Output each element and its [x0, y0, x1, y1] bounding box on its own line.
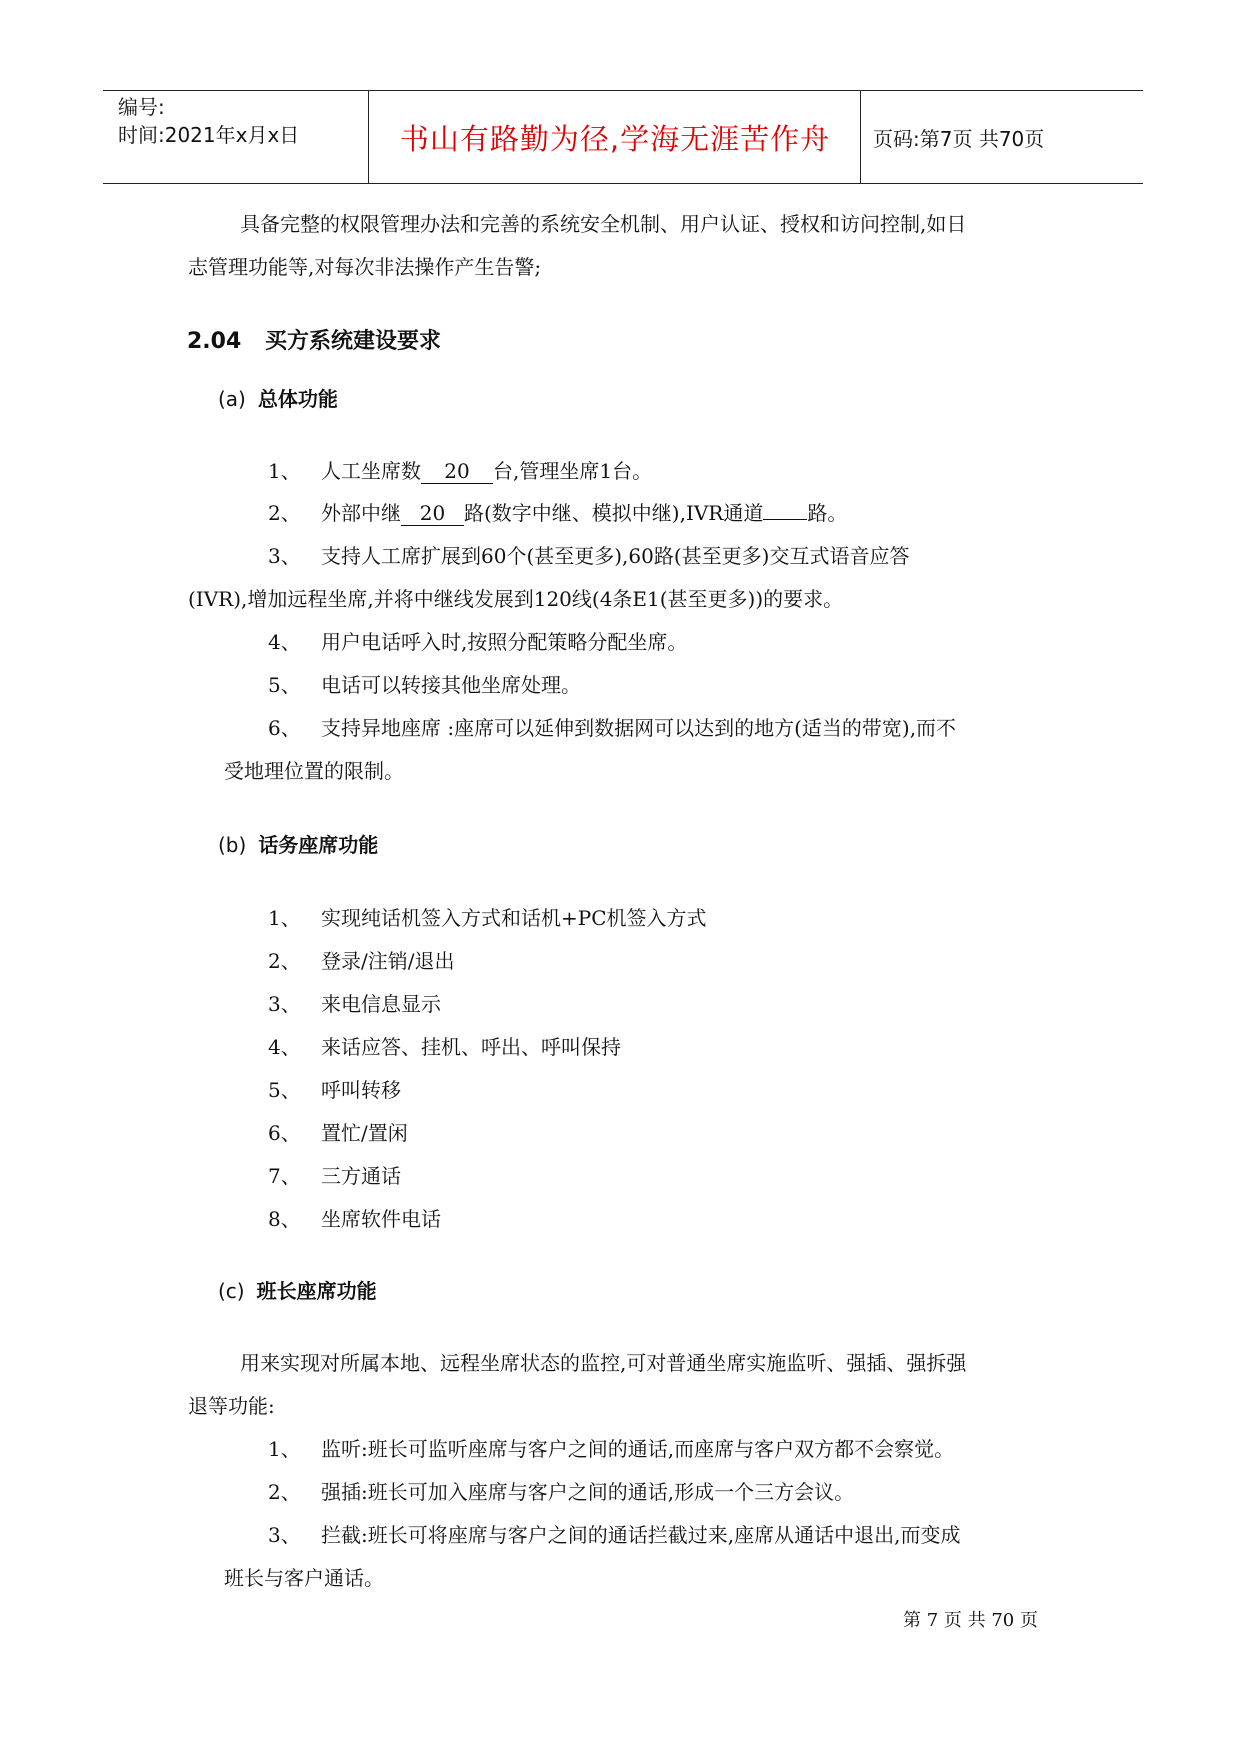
subsection-b-title: 话务座席功能 — [258, 833, 379, 857]
list-item-text: 来话应答、挂机、呼出、呼叫保持 — [321, 1035, 621, 1059]
list-item-text: 登录/注销/退出 — [321, 949, 455, 973]
list-item — [268, 1162, 401, 1190]
list-item-continuation: 受地理位置的限制。 — [224, 759, 404, 783]
list-item — [268, 1076, 401, 1104]
list-item-text: 置忙/置闲 — [321, 1121, 408, 1145]
subsection-c-label: (c) — [218, 1279, 245, 1303]
list-item-text: 支持异地座席 :座席可以延伸到数据网可以达到的地方(适当的带宽),而不 — [321, 716, 957, 740]
subsection-a-label: (a) — [218, 387, 246, 411]
section-title: 买方系统建设要求 — [265, 329, 442, 354]
list-item-text: 三方通话 — [321, 1164, 401, 1188]
page-footer: 第 7 页 共 70 页 — [903, 1610, 1038, 1631]
list-item-number: 6、 — [268, 1121, 301, 1145]
list-item-text: 路。 — [807, 501, 848, 525]
header-time-label: 时间:2021年x月x日 — [118, 123, 300, 147]
list-item — [268, 671, 581, 699]
subsection-b-label: (b) — [218, 833, 247, 857]
list-item-text: 支持人工席扩展到60个(甚至更多),60路(甚至更多)交互式语音应答 — [321, 544, 910, 568]
list-item-text: 呼叫转移 — [321, 1078, 401, 1102]
list-item-number: 4、 — [268, 1035, 301, 1059]
list-item — [268, 457, 652, 485]
header-number-label: 编号: — [118, 95, 165, 119]
list-item-number: 2、 — [268, 501, 301, 525]
list-item-number: 3、 — [268, 992, 301, 1016]
list-item-text: 用户电话呼入时,按照分配策略分配坐席。 — [321, 630, 688, 654]
list-item-text: 路(数字中继、模拟中继),IVR通道 — [464, 501, 764, 525]
list-item-continuation: (IVR),增加远程坐席,并将中继线发展到120线(4条E1(甚至更多))的要求。 — [188, 587, 844, 611]
header-divider — [368, 91, 369, 183]
list-item-number: 5、 — [268, 1078, 301, 1102]
list-item-number: 2、 — [268, 949, 301, 973]
list-item — [268, 1205, 441, 1233]
list-item — [268, 1478, 854, 1506]
document-header — [103, 90, 1143, 184]
list-item-text: 外部中继 — [321, 501, 401, 525]
subsection-c-intro-line-2: 退等功能: — [188, 1394, 275, 1418]
list-item — [268, 714, 956, 742]
list-item-text: 实现纯话机签入方式和话机+PC机签入方式 — [321, 906, 707, 930]
header-divider — [860, 91, 861, 183]
subsection-c-intro-line-1: 用来实现对所属本地、远程坐席状态的监控,可对普通坐席实施监听、强插、强拆强 — [240, 1351, 967, 1375]
subsection-a-heading — [218, 383, 338, 412]
intro-line-2: 志管理功能等,对每次非法操作产生告警; — [188, 255, 542, 279]
header-page-info: 页码:第7页 共70页 — [873, 126, 1045, 151]
list-item — [268, 990, 441, 1018]
list-item-number: 1、 — [268, 1437, 301, 1461]
blank-field: 20 — [421, 459, 493, 484]
list-item-text: 台,管理坐席1台。 — [493, 459, 653, 483]
intro-line-1: 具备完整的权限管理办法和完善的系统安全机制、用户认证、授权和访问控制,如日 — [240, 212, 967, 236]
list-item-text: 拦截:班长可将座席与客户之间的通话拦截过来,座席从通话中退出,而变成 — [321, 1523, 961, 1547]
list-item — [268, 904, 707, 932]
list-item-number: 8、 — [268, 1207, 301, 1231]
list-item — [268, 499, 847, 527]
list-item — [268, 1033, 621, 1061]
blank-field: 20 — [401, 501, 464, 526]
list-item-text: 监听:班长可监听座席与客户之间的通话,而座席与客户双方都不会察觉。 — [321, 1437, 955, 1461]
list-item-number: 3、 — [268, 1523, 301, 1547]
list-item-number: 6、 — [268, 716, 301, 740]
list-item-number: 1、 — [268, 906, 301, 930]
list-item-number: 4、 — [268, 630, 301, 654]
blank-field — [763, 519, 807, 520]
list-item-number: 3、 — [268, 544, 301, 568]
list-item — [268, 947, 454, 975]
list-item-number: 5、 — [268, 673, 301, 697]
list-item-text: 强插:班长可加入座席与客户之间的通话,形成一个三方会议。 — [321, 1480, 855, 1504]
list-item — [268, 1119, 408, 1147]
subsection-b-heading — [218, 829, 378, 858]
list-item — [268, 1435, 954, 1463]
list-item — [268, 542, 909, 570]
section-number: 2.04 — [187, 329, 242, 354]
list-item — [268, 628, 687, 656]
subsection-c-title: 班长座席功能 — [256, 1279, 377, 1303]
list-item — [268, 1521, 960, 1549]
list-item-number: 7、 — [268, 1164, 301, 1188]
list-item-text: 人工坐席数 — [321, 459, 421, 483]
list-item-number: 2、 — [268, 1480, 301, 1504]
list-item-continuation: 班长与客户通话。 — [224, 1566, 384, 1590]
subsection-c-heading — [218, 1275, 377, 1304]
list-item-text: 电话可以转接其他坐席处理。 — [321, 673, 581, 697]
header-meta — [118, 93, 363, 149]
list-item-text: 来电信息显示 — [321, 992, 441, 1016]
list-item-text: 坐席软件电话 — [321, 1207, 441, 1231]
header-motto: 书山有路勤为径,学海无涯苦作舟 — [399, 121, 831, 156]
subsection-a-title: 总体功能 — [257, 387, 338, 411]
section-heading — [187, 324, 441, 355]
list-item-number: 1、 — [268, 459, 301, 483]
